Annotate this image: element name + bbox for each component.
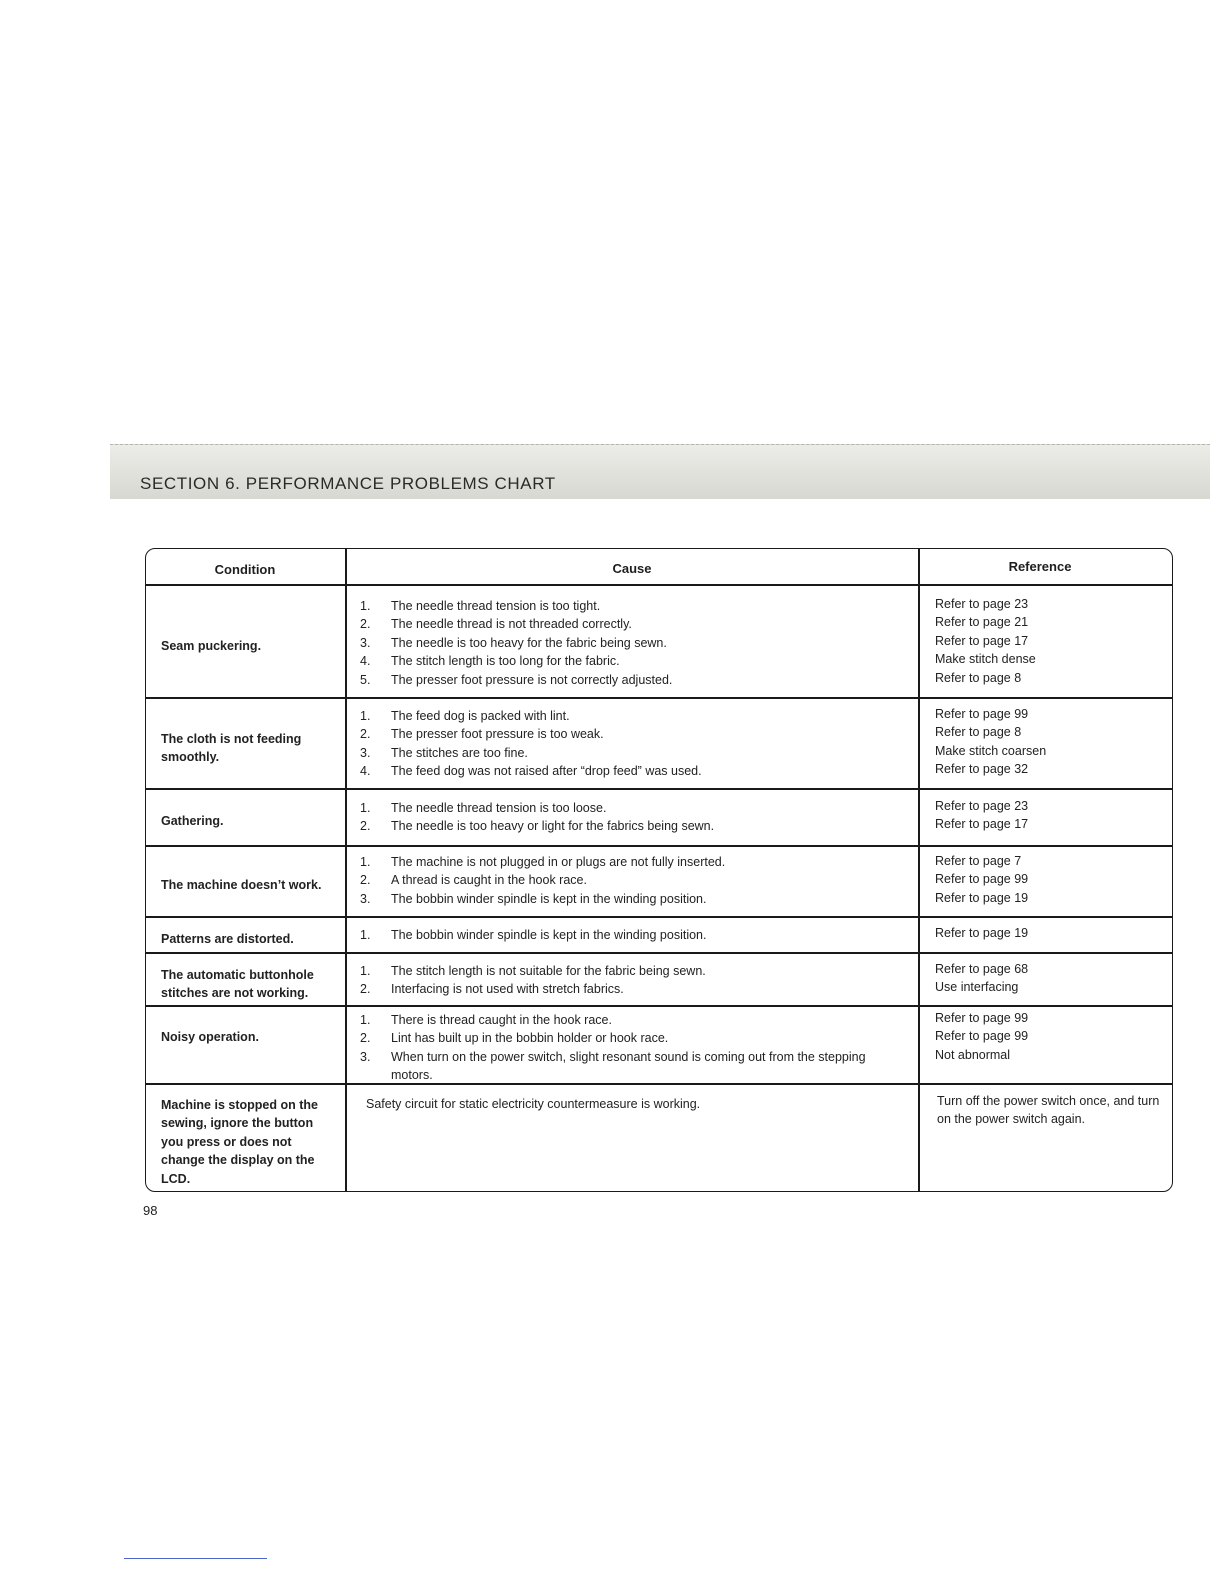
header-divider (145, 584, 1173, 586)
cause-list (360, 962, 910, 999)
cause-item: Safety circuit for static electricity countermeasure is working. (366, 1097, 701, 1111)
cause-item: 2. The needle thread is not threaded correctly. (360, 617, 632, 632)
cause-item: 3. The stitches are too fine. (360, 745, 528, 760)
cause-list (366, 1095, 916, 1113)
cause-item: 2. The needle is too heavy or light for the fabrics being sewn. (360, 819, 715, 834)
cause-list (360, 926, 910, 944)
cause-item: 1. There is thread caught in the hook race. (360, 1013, 612, 1027)
reference-list (935, 852, 1167, 907)
cause-item: 5. The presser foot pressure is not correctly adjusted. (360, 672, 673, 687)
reference-item: Refer to page 99 (935, 1011, 1029, 1025)
reference-item: Refer to page 17 (935, 633, 1029, 648)
reference-item: Refer to page 32 (935, 762, 1029, 777)
reference-item: Refer to page 99 (935, 872, 1029, 887)
row-divider (145, 788, 1173, 790)
reference-list (935, 595, 1167, 687)
condition-cell: Patterns are distorted. (161, 932, 294, 946)
reference-list (935, 1009, 1167, 1064)
reference-item: Refer to page 19 (935, 890, 1029, 905)
cause-item: 2. A thread is caught in the hook race. (360, 873, 587, 888)
reference-item: Make stitch dense (935, 652, 1036, 667)
reference-list (937, 1092, 1167, 1129)
reference-item: Not abnormal (935, 1047, 1011, 1062)
reference-item: Refer to page 17 (935, 817, 1029, 832)
cause-item: 3. When turn on the power switch, slight resonant sound is coming out from the stepping motors. (360, 1049, 866, 1083)
reference-item: Refer to page 23 (935, 799, 1029, 813)
row-divider (145, 916, 1173, 918)
cause-item: 2. Interfacing is not used with stretch fabrics. (360, 982, 624, 997)
footer-rule (124, 1558, 267, 1559)
page-number: 98 (143, 1203, 158, 1218)
cause-item: 1. The feed dog is packed with lint. (360, 709, 570, 723)
header-condition: Condition (214, 562, 276, 577)
reference-item: Refer to page 68 (935, 962, 1029, 976)
reference-item: Make stitch coarsen (935, 743, 1047, 758)
column-divider-cause (918, 548, 920, 1192)
cause-item: 1. The needle thread tension is too tight. (360, 599, 601, 613)
cause-item: 3. The needle is too heavy for the fabric being sewn. (360, 635, 667, 650)
cause-item: 2. The presser foot pressure is too weak. (360, 727, 604, 742)
cause-list (360, 799, 910, 836)
cause-item: 4. The feed dog was not raised after “drop feed” was used. (360, 764, 702, 779)
condition-cell: The automatic buttonhole stitches are not working. (161, 968, 314, 1001)
cause-item: 1. The bobbin winder spindle is kept in the winding position. (360, 928, 707, 942)
cause-list (360, 1011, 910, 1085)
reference-item: Refer to page 21 (935, 615, 1029, 630)
cause-item: 2. Lint has built up in the bobbin holder or hook race. (360, 1031, 669, 1046)
row-divider (145, 697, 1173, 699)
reference-item: Refer to page 8 (935, 670, 1022, 685)
cause-item: 4. The stitch length is too long for the fabric. (360, 654, 620, 669)
header-reference: Reference (1008, 559, 1072, 574)
section-title: SECTION 6. PERFORMANCE PROBLEMS CHART (140, 474, 556, 493)
reference-list (935, 960, 1167, 997)
reference-item: Refer to page 99 (935, 707, 1029, 721)
reference-list (935, 705, 1167, 779)
reference-item: Use interfacing (935, 980, 1019, 995)
cause-item: 1. The stitch length is not suitable for the fabric being sewn. (360, 964, 706, 978)
reference-item: Refer to page 19 (935, 926, 1029, 940)
condition-cell: The cloth is not feeding smoothly. (161, 732, 302, 765)
condition-cell: The machine doesn’t work. (161, 878, 322, 892)
cause-item: 1. The machine is not plugged in or plugs are not fully inserted. (360, 855, 726, 869)
row-divider (145, 1005, 1173, 1007)
condition-cell: Gathering. (161, 814, 224, 828)
condition-cell: Machine is stopped on the sewing, ignore the button you press or does not change the display on the LCD. (161, 1098, 318, 1186)
reference-item: Refer to page 7 (935, 854, 1022, 868)
row-divider (145, 952, 1173, 954)
reference-item: Refer to page 8 (935, 725, 1022, 740)
cause-item: 3. The bobbin winder spindle is kept in the winding position. (360, 891, 707, 906)
reference-item: Refer to page 99 (935, 1029, 1029, 1044)
column-divider-condition (345, 548, 347, 1192)
cause-list (360, 597, 910, 689)
cause-list (360, 853, 910, 908)
condition-cell: Noisy operation. (161, 1030, 259, 1044)
cause-list (360, 707, 910, 781)
condition-cell: Seam puckering. (161, 639, 262, 653)
cause-item: 1. The needle thread tension is too loose. (360, 801, 607, 815)
reference-item: Refer to page 23 (935, 597, 1029, 611)
row-divider (145, 845, 1173, 847)
reference-list (935, 924, 1167, 942)
reference-list (935, 797, 1167, 834)
reference-item: Turn off the power switch once, and turn on the power switch again. (937, 1094, 1160, 1127)
header-cause: Cause (612, 561, 652, 576)
